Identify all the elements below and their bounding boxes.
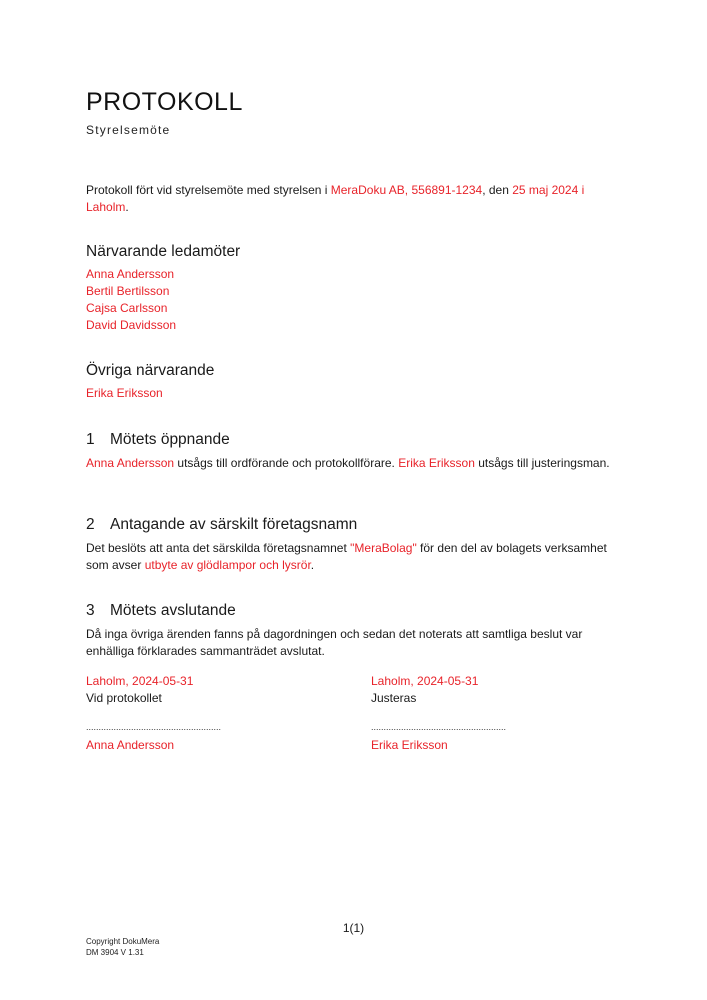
present-member: David Davidsson (86, 318, 177, 332)
section-title: Mötets öppnande (110, 431, 230, 448)
signature-role: Vid protokollet (86, 691, 162, 705)
signature-role: Justeras (371, 691, 417, 705)
business-description: utbyte av glödlampor och lysrör (144, 558, 311, 572)
section-1-text (86, 455, 626, 472)
section-2-heading (86, 516, 357, 534)
present-heading: Närvarande ledamöter (86, 243, 241, 260)
section-2-text (86, 540, 626, 574)
page-number: 1(1) (342, 921, 365, 935)
intro-prefix: Protokoll fört vid styrelsemöte med styrelsen i (86, 183, 331, 197)
section-1-heading (86, 431, 230, 449)
present-list (86, 266, 176, 334)
signature-name: Erika Eriksson (371, 738, 448, 752)
section-3-text: Då inga övriga ärenden fanns på dagordningen och sedan det noterats att samtliga beslut var enhälliga förklarades sammanträdet avslutat. (86, 627, 583, 658)
signature-line: ...................................................... (371, 722, 507, 732)
section-title: Antagande av särskilt företagsnamn (110, 516, 358, 533)
section-title: Mötets avslutande (110, 602, 236, 619)
footer-copyright: Copyright DokuMera (86, 937, 160, 946)
intro-date-place: 25 maj 2024 i Laholm (86, 183, 585, 214)
section-text: för den del av bolagets verksamhet som avser (86, 541, 607, 572)
section-text: Det beslöts att anta det särskilda företagsnamnet (86, 541, 351, 555)
document-subtitle: Styrelsemöte (86, 123, 171, 137)
section-number: 2 (86, 516, 95, 533)
present-member: Cajsa Carlsson (86, 301, 168, 315)
section-number: 3 (86, 602, 95, 619)
present-member: Anna Andersson (86, 267, 175, 281)
signature-left (86, 673, 221, 754)
section-number: 1 (86, 431, 95, 448)
section-3-heading (86, 602, 236, 620)
signature-line: ...................................................... (86, 722, 222, 732)
signature-right (371, 673, 506, 754)
signature-name: Anna Andersson (86, 738, 175, 752)
footer-version: DM 3904 V 1.31 (86, 948, 144, 957)
present-member: Bertil Bertilsson (86, 284, 170, 298)
section-text: . (310, 558, 315, 572)
signature-place-date: Laholm, 2024-05-31 (371, 674, 479, 688)
trade-name: "MeraBolag" (350, 541, 417, 555)
others-heading: Övriga närvarande (86, 362, 215, 379)
adjuster-name: Erika Eriksson (398, 456, 475, 470)
others-member: Erika Eriksson (86, 386, 163, 400)
others-list (86, 385, 163, 402)
intro-suffix: . (125, 200, 129, 214)
document-title: PROTOKOLL (86, 88, 243, 116)
chair-name: Anna Andersson (86, 456, 175, 470)
intro-middle: , den (482, 183, 513, 197)
footer (86, 936, 159, 958)
section-text: utsågs till justeringsman. (474, 456, 610, 470)
signature-place-date: Laholm, 2024-05-31 (86, 674, 194, 688)
intro-company: MeraDoku AB, 556891-1234 (330, 183, 483, 197)
intro-paragraph (86, 182, 626, 216)
section-text: utsågs till ordförande och protokollförare. (174, 456, 399, 470)
